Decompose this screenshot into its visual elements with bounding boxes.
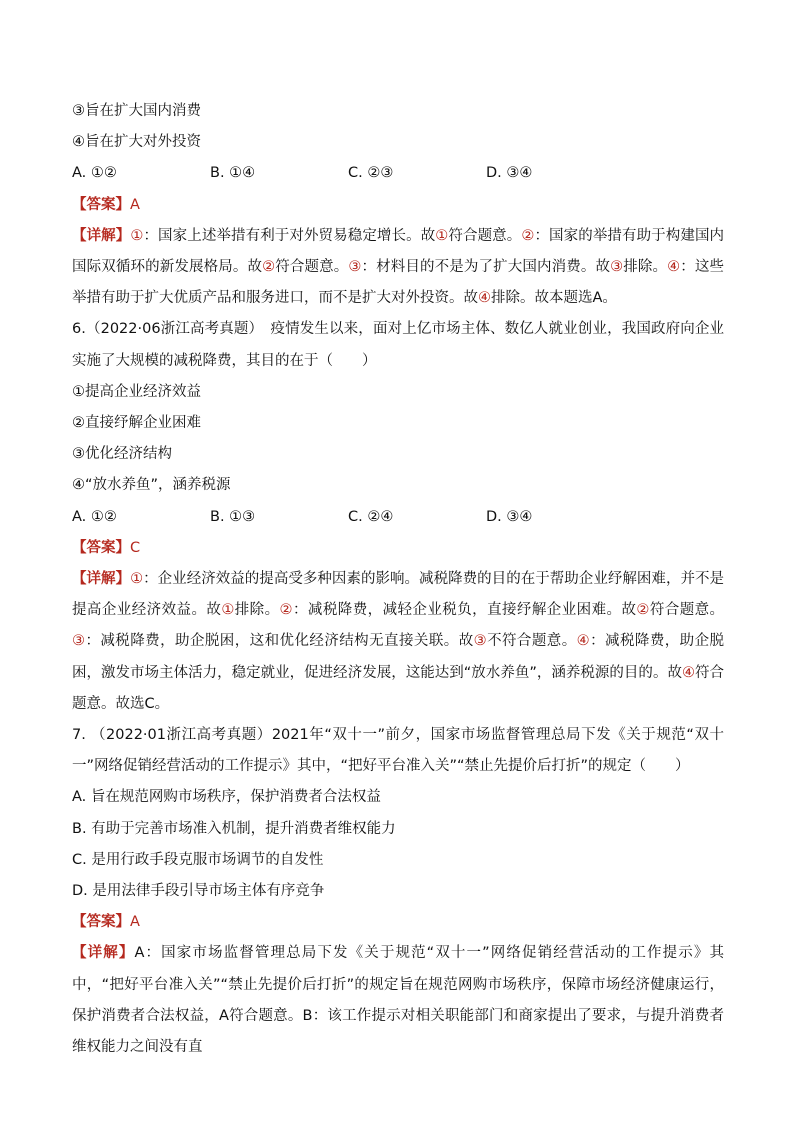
detail-segment: A：国家市场监督管理总局下发《关于规范“双十一”网络促销经营活动的工作提示》其中，“把好平台准入关”“禁止先提价后打折”的规定旨在规范网购市场秩序，保障市场经济健康运行，保护消费者合法权益，A符合题意。B：该工作提示对相关职能部门和商家提出了要求，与提升消费者维权能力之间没有直 — [72, 945, 724, 1056]
q5-choice-c: C. ②③ — [348, 165, 394, 182]
detail-marker: ② — [262, 259, 276, 276]
q6-stem: 6.（2022·06浙江高考真题） 疫情发生以来，面对上亿市场主体、数亿人就业创业，我国政府向企业实施了大规模的减税降费，其目的在于（ ） — [72, 321, 724, 369]
detail-marker: ④ — [576, 633, 591, 650]
detail-segment: 符合题意。 — [275, 259, 349, 276]
detail-marker: ③ — [610, 259, 624, 276]
detail-marker: ② — [521, 227, 535, 244]
q6-option-4: ④“放水养鱼”，涵养税源 — [72, 477, 231, 494]
detail-segment: ：减税降费，减轻企业税负，直接纾解企业困难。故 — [292, 602, 637, 619]
detail-segment: ：减税降费，助企脱困，这和优化经济结构无直接关联。故 — [85, 633, 474, 650]
q5-choice-d: D. ③④ — [486, 165, 533, 182]
q5-choice-b: B. ①④ — [210, 165, 256, 182]
detail-segment: 排除。 — [623, 259, 668, 276]
detail-marker: ④ — [667, 259, 681, 276]
detail-segment: 排除。故本题选A。 — [491, 290, 617, 307]
detail-marker: ④ — [681, 664, 695, 681]
q7-detail-text — [72, 945, 724, 1055]
detail-marker: ① — [221, 602, 235, 619]
q6-option-1: ①提高企业经济效益 — [72, 383, 201, 400]
q6-choices — [72, 502, 724, 533]
q6-choice-c: C. ②④ — [348, 508, 394, 525]
detail-marker: ① — [130, 571, 144, 588]
q6-detail-label: 【详解】 — [72, 571, 131, 588]
detail-segment: ：减税降费，助企脱困，激发市场主体活力，稳定就业，促进经济发展，这能达到“放水养鱼”，涵养税源的目的。故 — [72, 633, 725, 681]
q5-option-4: ④旨在扩大对外投资 — [72, 134, 201, 151]
detail-segment: 符合题意。 — [448, 227, 522, 244]
q5-option-3: ③旨在扩大国内消费 — [72, 103, 201, 119]
q7-option-b: B. 有助于完善市场准入机制，提升消费者维权能力 — [72, 820, 396, 837]
q5-choices — [72, 158, 724, 189]
q7-option-d: D. 是用法律手段引导市场主体有序竞争 — [72, 883, 325, 900]
q6-choice-d: D. ③④ — [486, 508, 533, 525]
q5-detail-text — [72, 228, 724, 306]
detail-segment: 符合题意。故选C。 — [72, 664, 724, 712]
detail-segment: ：材料目的不是为了扩大国内消费。故 — [361, 259, 611, 276]
q7-detail — [72, 938, 724, 1063]
q7-answer-label: 【答案】 — [72, 914, 130, 931]
q6-option-2: ②直接纾解企业困难 — [72, 415, 201, 432]
detail-segment: 符合题意。 — [649, 602, 725, 619]
q7-answer — [72, 907, 724, 938]
q6-choice-a: A. ①② — [72, 508, 117, 525]
q5-detail — [72, 221, 724, 315]
detail-segment: 不符合题意。 — [487, 633, 577, 650]
detail-marker: ② — [279, 602, 293, 619]
q5-answer-label: 【答案】 — [72, 196, 130, 213]
detail-marker: ③ — [473, 633, 488, 650]
detail-marker: ④ — [478, 290, 491, 307]
q6-detail-text — [72, 571, 724, 712]
detail-segment: 排除。 — [234, 602, 280, 619]
detail-marker: ② — [636, 602, 650, 619]
detail-segment: ：国家上述举措有利于对外贸易稳定增长。故 — [143, 227, 436, 244]
q6-choice-b: B. ①③ — [210, 508, 256, 525]
q6-answer — [72, 533, 724, 564]
detail-marker: ③ — [348, 259, 362, 276]
detail-segment: ：这些举措有助于扩大优质产品和服务进口，而不是扩大对外投资。故 — [72, 259, 724, 307]
q6-option-3: ③优化经济结构 — [72, 446, 172, 463]
q5-detail-label: 【详解】 — [72, 227, 131, 244]
q5-choice-a: A. ①② — [72, 165, 117, 182]
detail-marker: ① — [130, 227, 144, 244]
detail-segment: ：企业经济效益的提高受多种因素的影响。减税降费的目的在于帮助企业纾解困难，并不是提高企业经济效益。故 — [72, 571, 725, 619]
detail-marker: ③ — [72, 633, 86, 650]
q7-answer-value: A — [130, 914, 140, 931]
q6-detail — [72, 564, 724, 720]
q5-answer — [72, 190, 724, 221]
q6-answer-label: 【答案】 — [72, 539, 130, 556]
q7-option-a: A. 旨在规范网购市场秩序，保护消费者合法权益 — [72, 789, 381, 806]
q7-detail-label: 【详解】 — [72, 945, 135, 962]
q5-answer-value: A — [130, 196, 140, 213]
q7-stem: 7. （2022·01浙江高考真题）2021年“双十一”前夕，国家市场监督管理总局下发《关于规范“双十一”网络促销经营活动的工作提示》其中，“把好平台准入关”“禁止先提价后打折”的规定（ ） — [72, 727, 724, 775]
q6-answer-value: C — [130, 539, 141, 556]
document-page — [72, 96, 724, 1063]
q7-option-c: C. 是用行政手段克服市场调节的自发性 — [72, 851, 324, 868]
detail-segment: ：国家的举措有助于构建国内国际双循环的新发展格局。故 — [72, 227, 725, 276]
detail-marker: ① — [435, 227, 449, 244]
